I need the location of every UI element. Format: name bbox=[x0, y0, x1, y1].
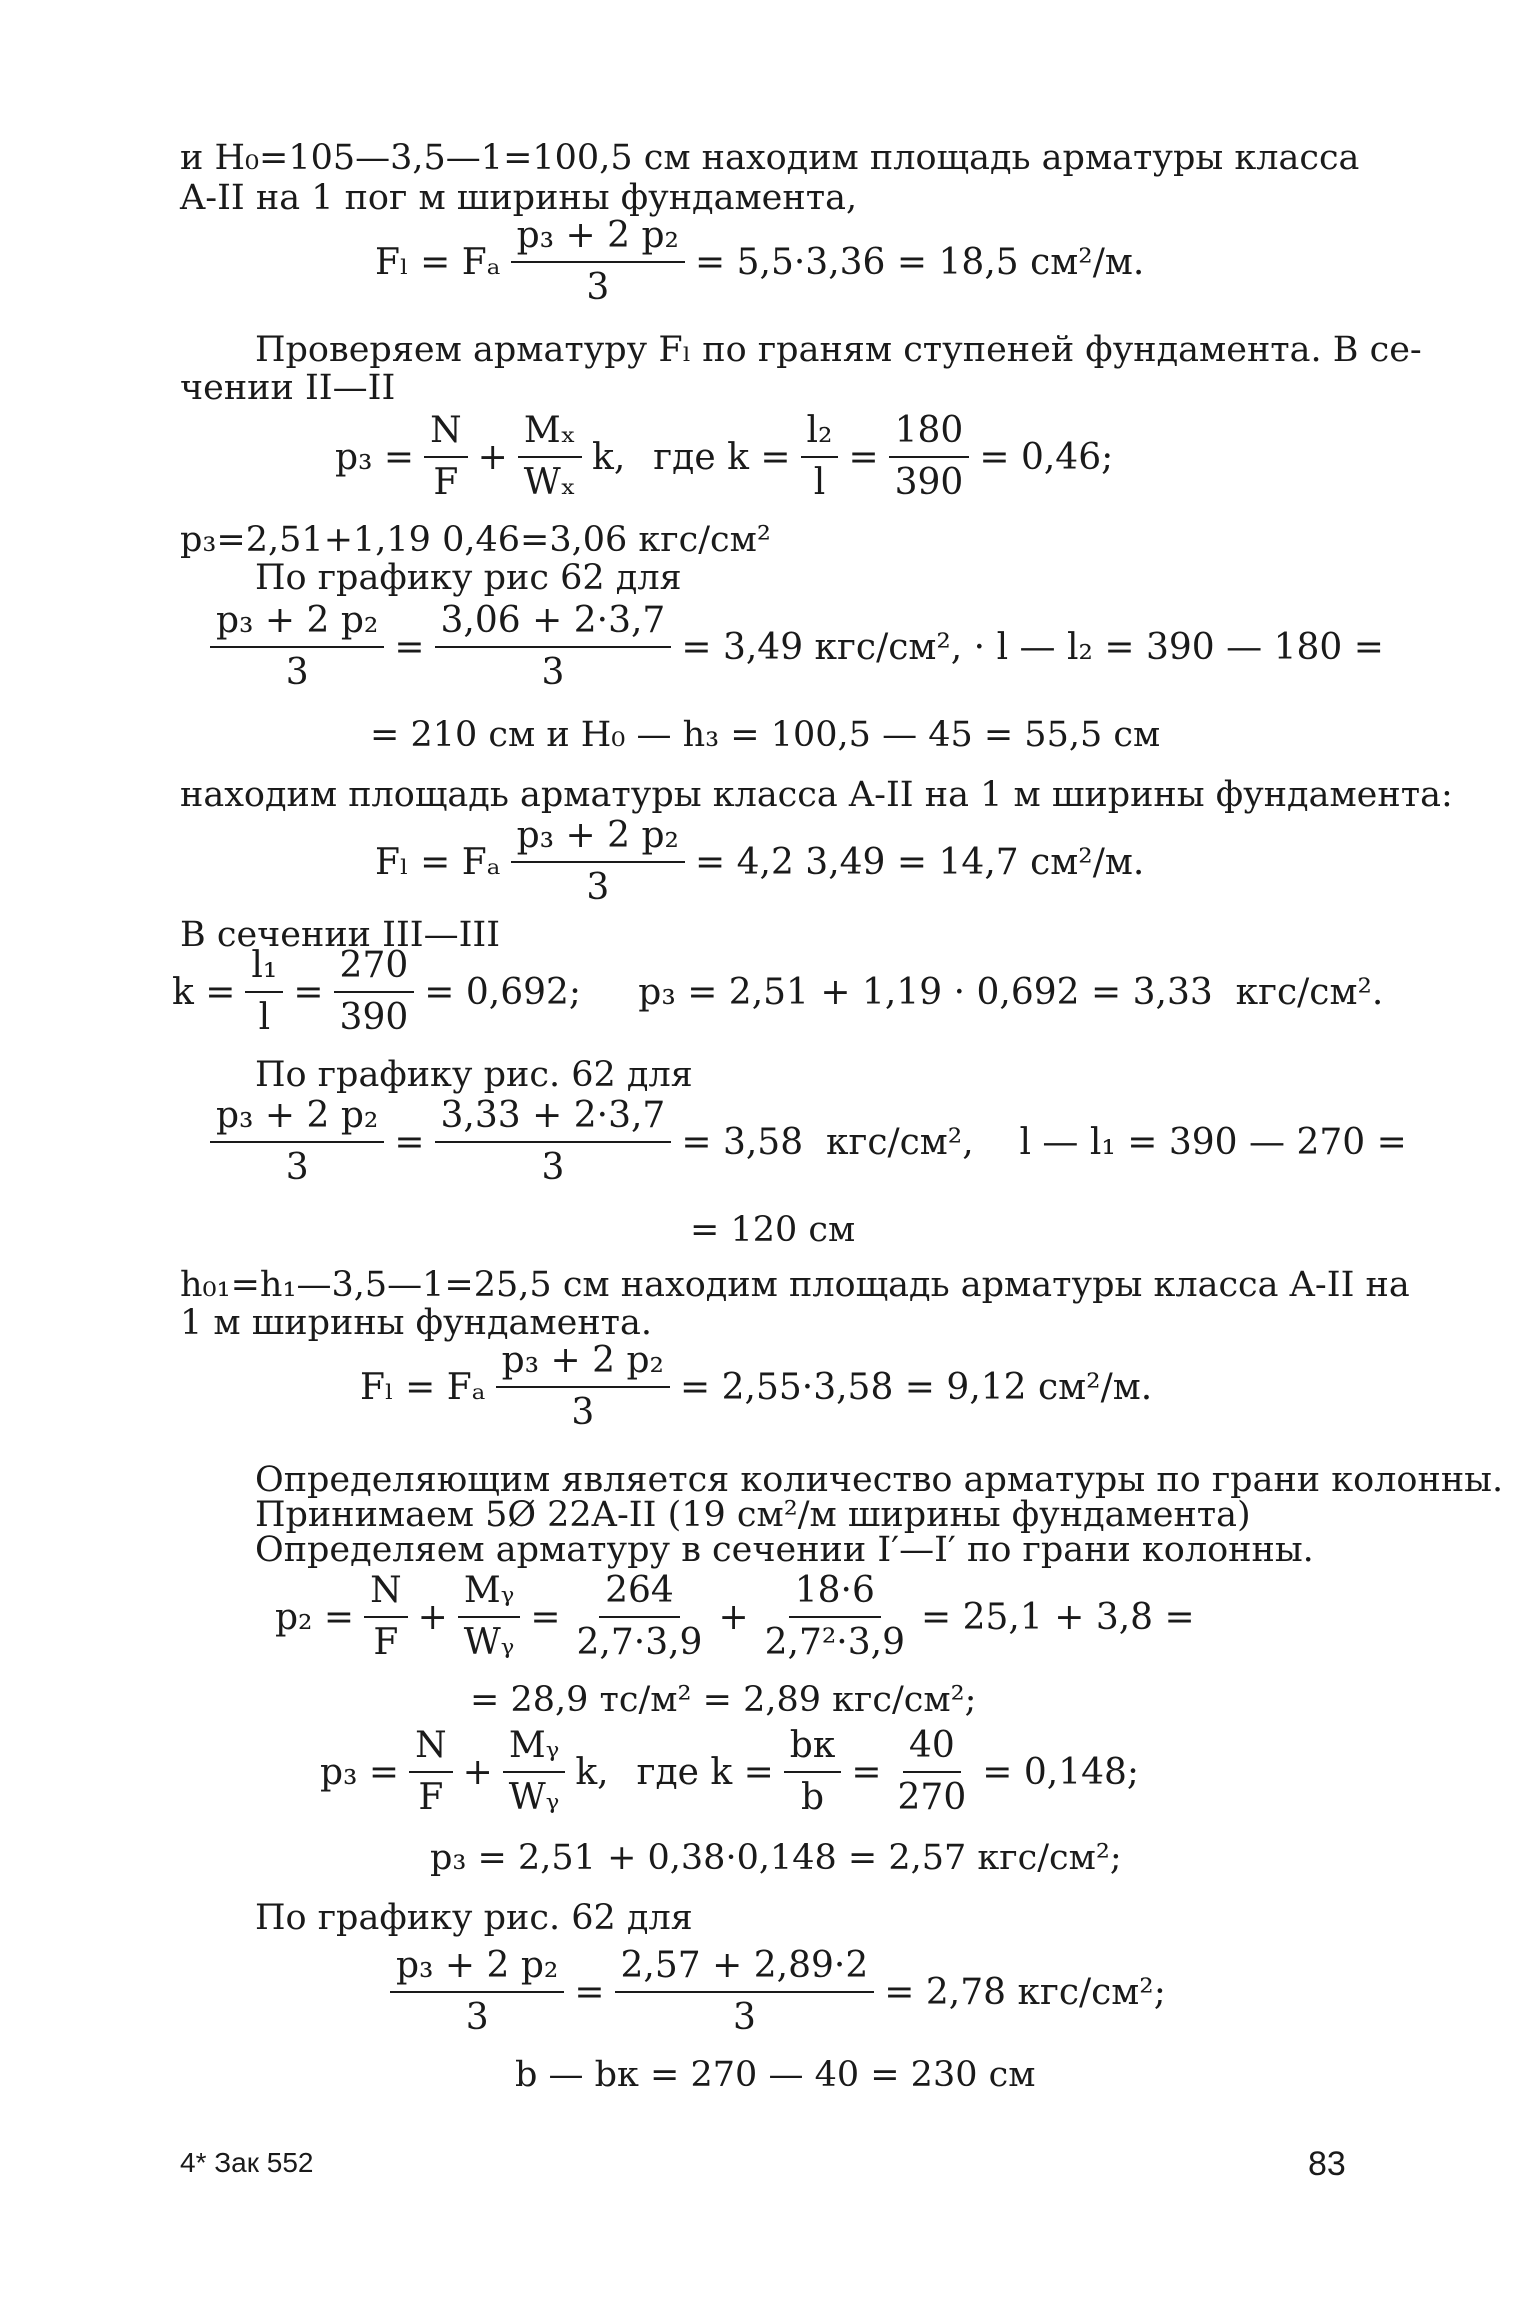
text-line: p₃=2,51+1,19 0,46=3,06 кгс/см² bbox=[180, 520, 771, 560]
text-line: По графику рис 62 для bbox=[255, 558, 682, 598]
text-line: h₀₁=h₁—3,5—1=25,5 см находим площадь арматуры класса A-II на bbox=[180, 1265, 1410, 1305]
equation-reinforcement-area-3: Fₗ = Fₐ $\frac{\text{p₃ + 2 p₂}}{3}$ = 2,55·3,58 = 9,12 см²/м. bbox=[360, 1340, 1153, 1433]
text-line: = 120 см bbox=[690, 1210, 856, 1250]
text-line: находим площадь арматуры класса A-II на 1 м ширины фундамента: bbox=[180, 775, 1453, 815]
equation-pressure-p2: p₂ = $\frac{N}{F}$ + $\frac{\text{Mᵧ}}{\text{Wᵧ}}$ = $\frac{264}{2,7\cdot 3,9}$ + $\frac{18\cdot 6}{\text{2,7²·3,9}}$ = 25,1 + 3,8 = bbox=[275, 1570, 1195, 1663]
text-line: В сечении III—III bbox=[180, 915, 501, 955]
text-line: = 210 см и H₀ — h₃ = 100,5 — 45 = 55,5 см bbox=[370, 715, 1161, 755]
equation-k-section-3: k = $\frac{\text{l₁}}{l}$ = $\frac{270}{390}$ = 0,692; p₃ = 2,51 + 1,19 · 0,692 = 3,33 кгс/см². bbox=[172, 945, 1384, 1038]
text-line: = 28,9 тс/м² = 2,89 кгс/см²; bbox=[470, 1680, 977, 1720]
text-line: Определяем арматуру в сечении I′—I′ по грани колонны. bbox=[255, 1530, 1314, 1570]
text-line: Принимаем 5Ø 22A-II (19 см²/м ширины фундамента) bbox=[255, 1495, 1251, 1535]
page-number: 83 bbox=[1308, 2145, 1346, 2183]
text-line: Определяющим является количество арматуры по грани колонны. bbox=[255, 1460, 1504, 1500]
text-line: 1 м ширины фундамента. bbox=[180, 1303, 653, 1343]
text-line: По графику рис. 62 для bbox=[255, 1898, 693, 1938]
equation-reinforcement-area-2: Fₗ = Fₐ $\frac{\text{p₃ + 2 p₂}}{3}$ = 4,2 3,49 = 14,7 см²/м. bbox=[375, 815, 1145, 908]
equation-pressure-p3-section-1: p₃ = $\frac{N}{F}$ + $\frac{\text{Mᵧ}}{\text{Wᵧ}}$ k, где k = bк b = $\frac{40}{270}$ = 0,148; bbox=[320, 1725, 1140, 1818]
text-line: b — bк = 270 — 40 = 230 см bbox=[515, 2055, 1036, 2095]
equation-pressure-p3: p₃ = $\frac{N}{F}$ + $\frac{\text{Mₓ}}{\text{Wₓ}}$ k, где k = $\frac{\text{l₂}}{l}$ = $\frac{180}{390}$ = 0,46; bbox=[335, 410, 1114, 503]
text-line: чении II—II bbox=[180, 368, 396, 408]
equation-reinforcement-area-1: Fₗ = Fₐ $\frac{\text{p₃ + 2 p₂}}{3}$ = 5,5·3,36 = 18,5 см²/м. bbox=[375, 215, 1145, 308]
text-line: и H₀=105—3,5—1=100,5 см находим площадь арматуры класса bbox=[180, 138, 1360, 178]
text-line: p₃ = 2,51 + 0,38·0,148 = 2,57 кгс/см²; bbox=[430, 1838, 1122, 1878]
text-line: A-II на 1 пог м ширины фундамента, bbox=[180, 178, 858, 218]
equation-average-pressure-1: $\frac{\text{p₃ + 2 p₂}}{3}$ = $\frac{3,06 + 2\cdot 3,7}{3}$ = 3,49 кгс/см², · l — l₂ = 390 — 180 = bbox=[200, 600, 1384, 694]
text-line: Проверяем арматуру Fₗ по граням ступеней фундамента. В се- bbox=[255, 330, 1422, 370]
equation-average-pressure-3: $\frac{\text{p₃ + 2 p₂}}{3}$ = $\frac{2,57 + 2,89\cdot 2}{3}$ = 2,78 кгс/см²; bbox=[380, 1945, 1166, 2039]
footer-signature: 4* Зак 552 bbox=[180, 2147, 314, 2178]
equation-average-pressure-2: $\frac{\text{p₃ + 2 p₂}}{3}$ = $\frac{3,33 + 2\cdot 3,7}{3}$ = 3,58 кгс/см², l — l₁ = 390 — 270 = bbox=[200, 1095, 1407, 1189]
text-line: По графику рис. 62 для bbox=[255, 1055, 693, 1095]
